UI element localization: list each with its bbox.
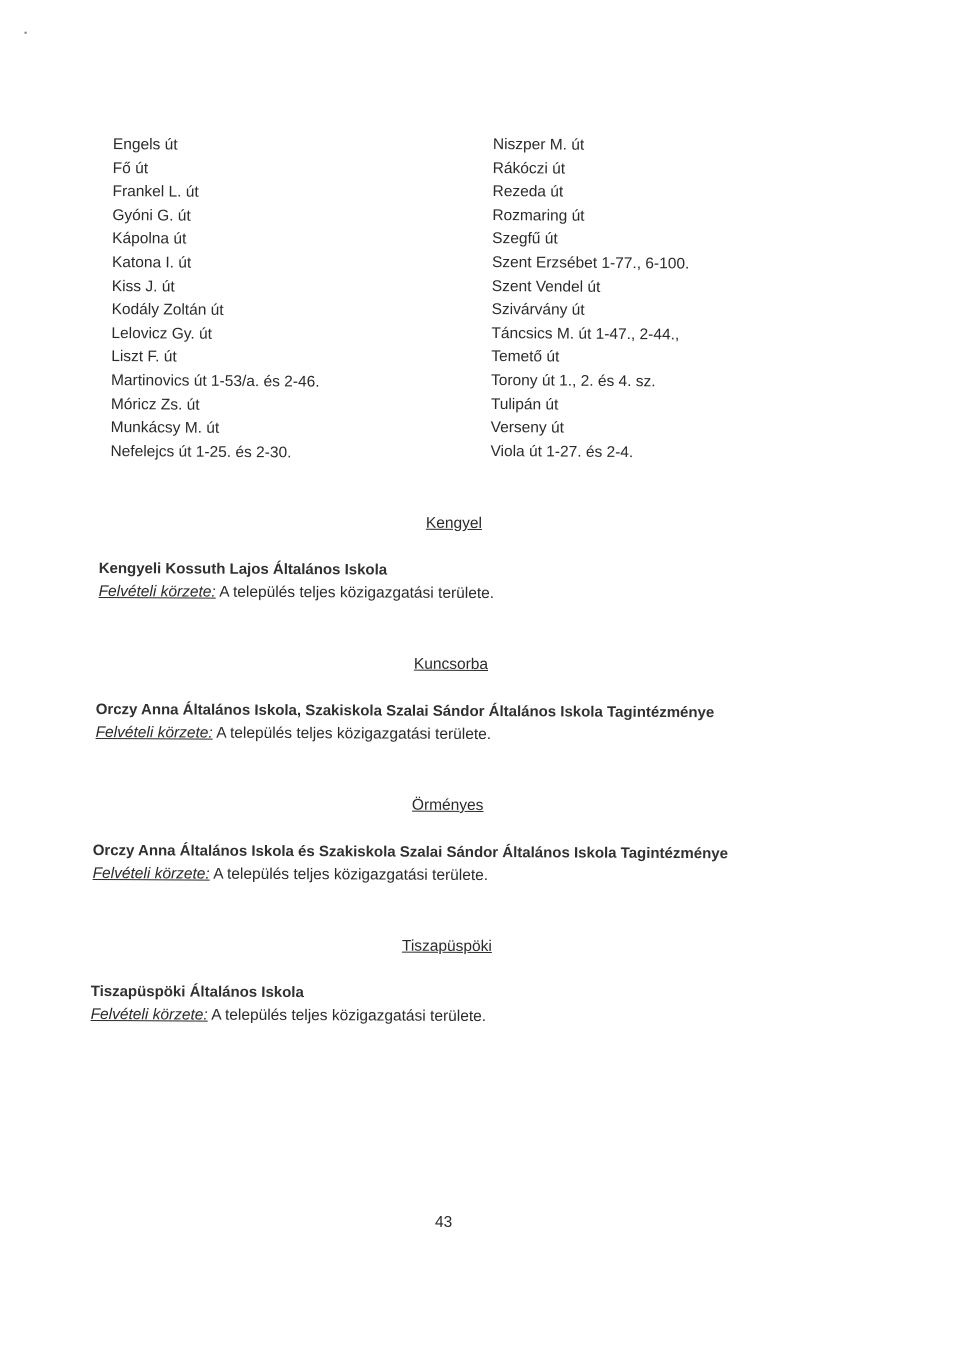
zone-text: A település teljes közigazgatási területe. [207,1006,487,1026]
street-list-right [490,133,690,465]
section-heading: Kengyel [425,514,483,533]
street-item: Temető út [491,348,560,366]
street-item: Kápolna út [112,230,187,248]
street-item: Liszt F. út [111,348,177,366]
street-item: Lelovicz Gy. út [111,324,213,343]
street-item: Martinovics út 1-53/a. és 2-46. [110,371,320,391]
street-item: Szent Vendel út [491,277,601,296]
street-item: Kiss J. út [111,277,175,296]
street-list-left [110,133,321,465]
street-item: Szivárvány út [491,301,585,319]
zone-label: Felvételi körzete: [98,583,216,601]
scan-speck: • [24,28,28,38]
school-name: Tiszapüspöki Általános Iskola [90,982,304,1002]
street-item: Viola út 1-27. és 2-4. [490,442,634,461]
enrollment-zone [99,583,495,603]
street-item: Torony út 1., 2. és 4. sz. [490,371,656,391]
street-item: Niszper M. út [492,135,585,154]
school-name: Kengyeli Kossuth Lajos Általános Iskola [98,560,388,579]
zone-text: A település teljes közigazgatási területe. [209,865,489,885]
zone-label: Felvételi körzete: [92,864,210,883]
street-item: Fő út [112,159,149,177]
street-item: Tulipán út [490,395,559,414]
street-item: Munkácsy M. út [110,419,220,437]
school-name: Orczy Anna Általános Iskola és Szakiskola Szalai Sándor Általános Iskola Tagintézménye [92,841,728,863]
zone-label: Felvételi körzete: [95,723,213,742]
page-number: 43 [435,1214,453,1231]
street-item: Nefelejcs út 1-25. és 2-30. [110,442,292,462]
zone-label: Felvételi körzete: [90,1005,208,1024]
enrollment-zone [93,865,489,885]
street-item: Táncsics M. út 1-47., 2-44., [491,324,680,344]
street-item: Katona I. út [111,253,192,272]
section-heading: Kuncsorba [413,655,489,674]
section-heading: Tiszapüspöki [401,937,492,956]
street-item: Rezeda út [492,183,564,201]
street-item: Szegfű út [492,230,558,248]
section-ormenyes [0,794,960,885]
street-item: Móricz Zs. út [110,395,200,414]
enrollment-zone [91,1006,487,1026]
street-item: Gyóni G. út [112,206,191,225]
street-item: Rozmaring út [492,206,585,225]
street-item: Engels út [112,135,178,154]
street-item: Frankel L. út [112,183,199,201]
enrollment-zone [96,724,492,744]
zone-text: A település teljes közigazgatási területe. [212,724,492,744]
street-item: Kodály Zoltán út [111,301,224,320]
zone-text: A település teljes közigazgatási területe. [215,583,495,603]
section-kuncsorba [0,653,960,744]
school-name: Orczy Anna Általános Iskola, Szakiskola Szalai Sándor Általános Iskola Tagintézménye [95,700,715,722]
street-item: Rákóczi út [492,159,566,178]
section-heading: Örményes [411,796,484,815]
street-item: Szent Erzsébet 1-77., 6-100. [491,253,690,273]
section-kengyel [0,512,960,603]
street-item: Verseny út [490,419,565,437]
section-tiszapuspoki [0,935,960,1026]
